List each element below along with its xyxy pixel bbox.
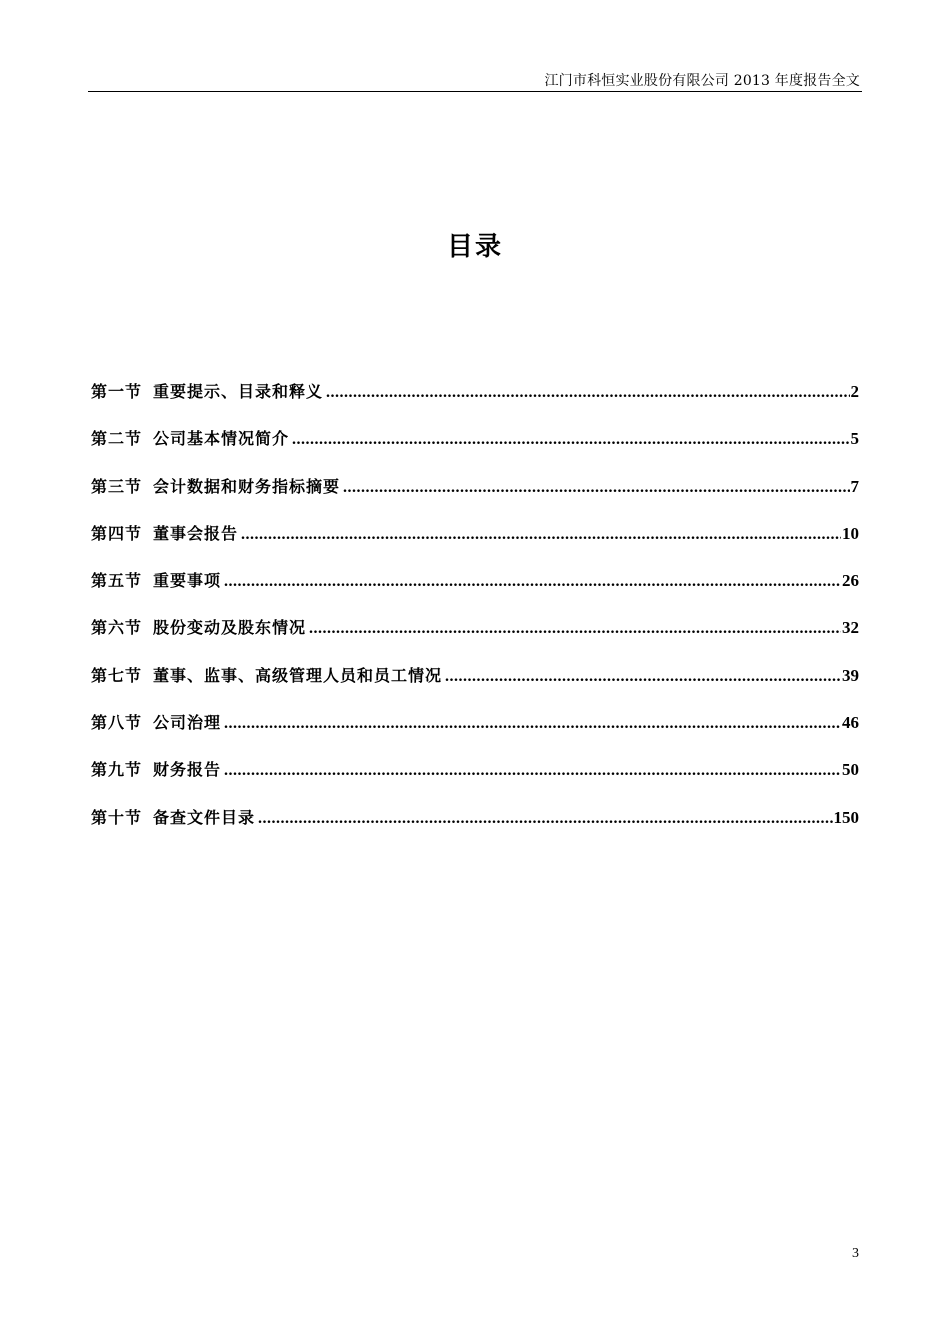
- toc-section-number: 第九节: [91, 760, 143, 780]
- toc-section-title: 公司基本情况简介: [153, 429, 290, 449]
- toc-section-number: 第三节: [91, 476, 143, 496]
- toc-section-title: 董事、监事、高级管理人员和员工情况: [153, 665, 443, 685]
- toc-dot-leader: [241, 526, 841, 544]
- toc-entry-section-10[interactable]: [91, 805, 859, 852]
- toc-page-number: 46: [842, 713, 859, 733]
- toc-section-number: 第一节: [91, 382, 143, 401]
- toc-section-title: 会计数据和财务指标摘要: [153, 476, 341, 496]
- toc-page-number: 32: [842, 618, 859, 638]
- toc-section-number: 第八节: [91, 713, 143, 733]
- toc-section-number: 第四节: [91, 523, 143, 543]
- toc-section-title: 重要提示、目录和释义: [153, 382, 324, 401]
- toc-section-title: 董事会报告: [153, 523, 239, 543]
- toc-entry-section-7[interactable]: [91, 663, 859, 710]
- toc-page-number: 10: [842, 523, 859, 543]
- toc-dot-leader: [258, 810, 832, 828]
- toc-dot-leader: [309, 620, 841, 638]
- toc-entry-section-8[interactable]: [91, 710, 859, 757]
- toc-dot-leader: [224, 762, 841, 780]
- toc-section-title: 财务报告: [153, 760, 222, 780]
- toc-entry-section-5[interactable]: [91, 568, 859, 615]
- toc-page-number: 2: [850, 382, 859, 401]
- toc-page-number: 39: [842, 665, 859, 685]
- toc-dot-leader: [445, 668, 841, 686]
- toc-dot-leader: [292, 431, 849, 449]
- toc-title: 目录: [446, 232, 503, 262]
- toc-dot-leader: [224, 573, 841, 591]
- toc-page-number: 50: [842, 760, 859, 780]
- toc-dot-leader: [343, 479, 849, 497]
- toc-dot-leader: [326, 384, 849, 402]
- running-header-title: 江门市科恒实业股份有限公司 2013 年度报告全文: [544, 73, 860, 89]
- toc-section-title: 股份变动及股东情况: [153, 618, 307, 638]
- toc-page-number: 26: [842, 571, 859, 591]
- toc-entry-section-1[interactable]: [91, 379, 859, 426]
- toc-page-number: 5: [850, 429, 859, 449]
- toc-section-title: 重要事项: [153, 571, 222, 591]
- toc-section-number: 第二节: [91, 429, 143, 449]
- toc-dot-leader: [224, 715, 841, 733]
- toc-section-title: 备查文件目录: [153, 807, 256, 827]
- toc-section-number: 第五节: [91, 571, 143, 591]
- footer-page-number: 3: [852, 1246, 859, 1261]
- toc-section-number: 第七节: [91, 665, 143, 685]
- toc-entry-section-6[interactable]: [91, 615, 859, 662]
- toc-entry-section-4[interactable]: [91, 521, 859, 568]
- toc-page-number: 7: [850, 476, 859, 496]
- toc-page-number: 150: [833, 807, 859, 827]
- header-divider: [88, 91, 862, 92]
- toc-entry-section-3[interactable]: [91, 474, 859, 521]
- toc-section-title: 公司治理: [153, 713, 222, 733]
- toc-section-number: 第十节: [91, 807, 143, 827]
- toc-section-number: 第六节: [91, 618, 143, 638]
- table-of-contents: [91, 379, 859, 852]
- toc-entry-section-2[interactable]: [91, 426, 859, 473]
- toc-entry-section-9[interactable]: [91, 757, 859, 804]
